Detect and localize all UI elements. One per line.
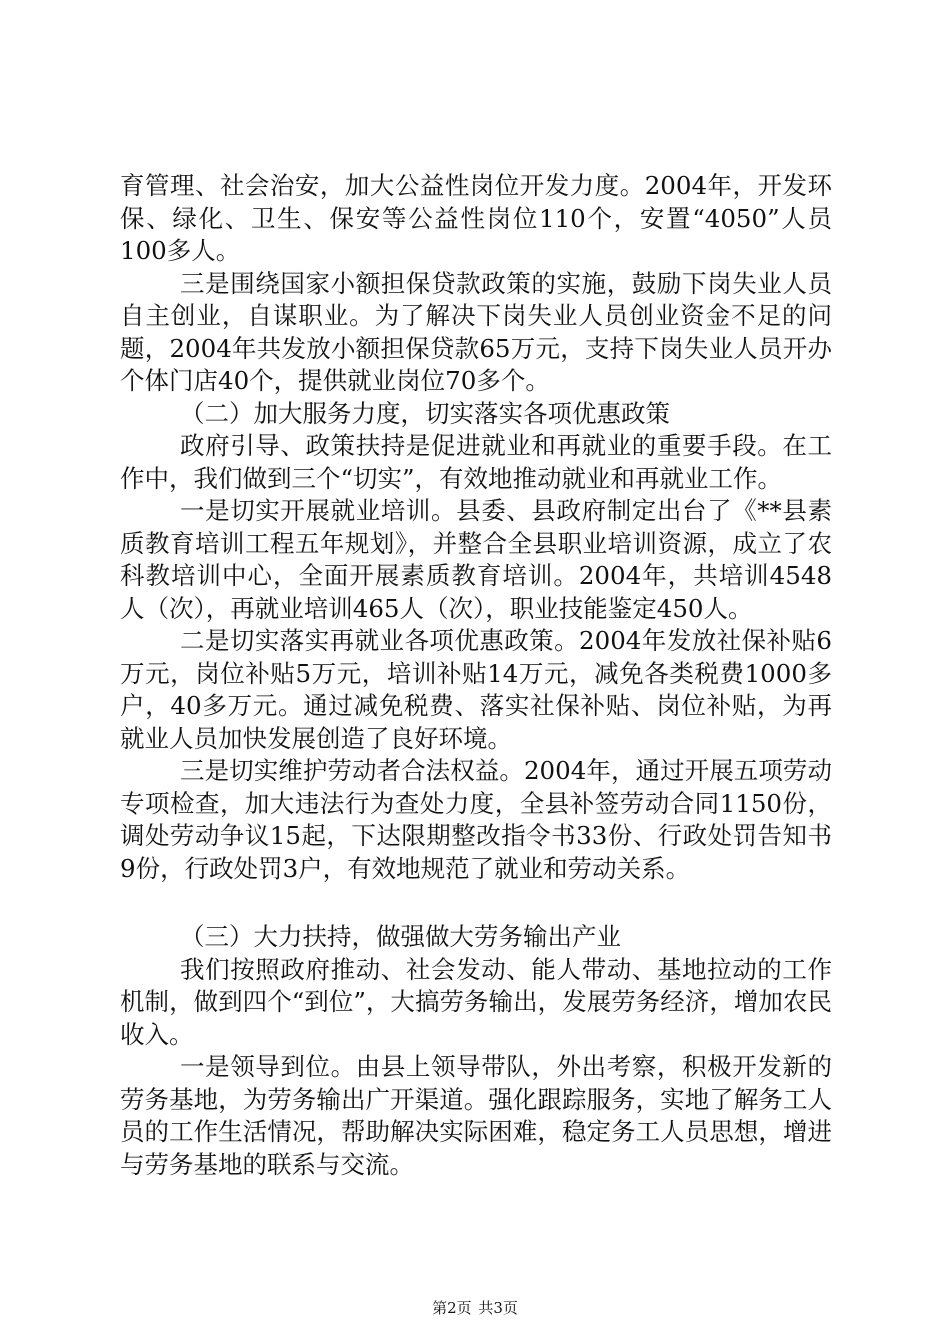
section-heading-two: （二）加大服务力度，切实落实各项优惠政策 <box>180 398 670 428</box>
page-total: 共3页 <box>478 1299 518 1317</box>
page-footer <box>0 1297 950 1318</box>
paragraph-policies: 二是切实落实再就业各项优惠政策。2004年发放社保补贴6万元，岗位补贴5万元，培训补贴14万元，减免各类税费1000多户，40多万元。通过减免税费、落实社保补贴、岗位补贴，为再就业人员加快发展创造了良好环境。 <box>120 626 832 753</box>
section-heading-three: （三）大力扶持，做强做大劳务输出产业 <box>180 922 621 951</box>
paragraph-training: 一是切实开展就业培训。县委、县政府制定出台了《**县素质教育培训工程五年规划》，并整合全县职业培训资源，成立了农科教培训中心，全面开展素质教育培训。2004年，共培训4548人（次），再就业培训465人（次），职业技能鉴定450人。 <box>120 496 832 623</box>
blank-line <box>120 885 832 921</box>
paragraph-point-three-loans: 三是围绕国家小额担保贷款政策的实施，鼓励下岗失业人员自主创业，自谋职业。为了解决下岗失业人员创业资金不足的问题，2004年共发放小额担保贷款65万元，支持下岗失业人员开办个体门店40个，提供就业岗位70多个。 <box>120 268 832 395</box>
document-body <box>120 170 832 1181</box>
paragraph-intro-section-two: 政府引导、政策扶持是促进就业和再就业的重要手段。在工作中，我们做到三个“切实”，有效地推动就业和再就业工作。 <box>120 431 832 493</box>
paragraph-leadership: 一是领导到位。由县上领导带队，外出考察，积极开发新的劳务基地，为劳务输出广开渠道。强化跟踪服务，实地了解务工人员的工作生活情况，帮助解决实际困难，稳定务工人员思想，增进与劳务基地的联系与交流。 <box>120 1052 832 1179</box>
paragraph-labor-rights: 三是切实维护劳动者合法权益。2004年，通过开展五项劳动专项检查，加大违法行为查处力度，全县补签劳动合同1150份，调处劳动争议15起，下达限期整改指令书33份、行政处罚告知书9份，行政处罚3户，有效地规范了就业和劳动关系。 <box>120 756 832 883</box>
paragraph-intro-section-three: 我们按照政府推动、社会发动、能人带动、基地拉动的工作机制，做到四个“到位”，大搞劳务输出，发展劳务经济，增加农民收入。 <box>120 954 832 1049</box>
page-number: 第2页 <box>432 1299 472 1317</box>
paragraph-continuation: 育管理、社会治安，加大公益性岗位开发力度。2004年，开发环保、绿化、卫生、保安等公益性岗位110个，安置“4050”人员100多人。 <box>120 171 832 265</box>
